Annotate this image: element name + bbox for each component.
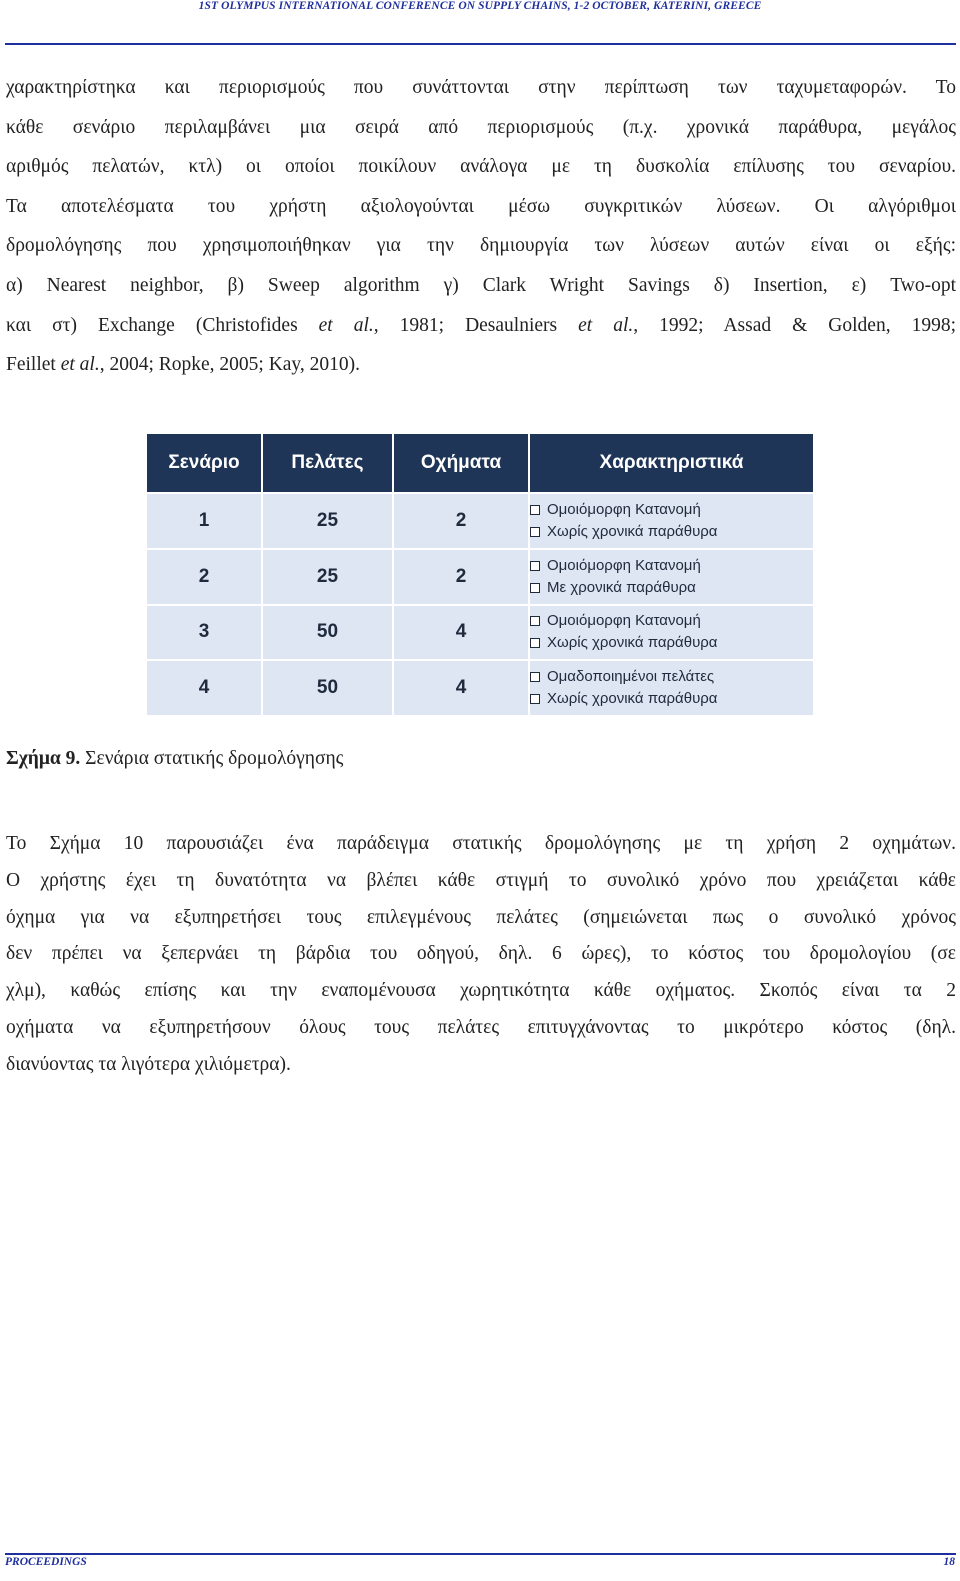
caption-label: Σχήμα 9. [6,748,81,769]
cell-features [529,549,813,605]
feature-item [530,555,813,577]
cell-customers: 50 [262,660,393,715]
text-segment: , 1981; Desaulniers [373,314,579,336]
header-divider [5,43,956,45]
cell-vehicles: 4 [393,605,529,661]
cell-features [529,605,813,661]
feature-text: Με χρονικά παράθυρα [547,578,696,596]
text-line: αριθμός πελατών, κτλ) οι οποίοι ποικίλουν ανάλογα με τη δυσκολία επίλυσης του σεναρίου. [6,156,956,178]
feature-text: Χωρίς χρονικά παράθυρα [547,634,718,652]
text-segment: , 1992; Assad & Golden, 1998; [633,314,956,336]
checkbox-icon [530,694,540,704]
et-al-italic: et al. [318,314,374,336]
column-header-features: Χαρακτηριστικά [529,434,813,493]
text-line: όχημα για να εξυπηρετήσει τους επιλεγμένους πελάτες (σημειώνεται πως ο συνολικό χρόνος [6,906,956,928]
cell-scenario: 1 [147,493,262,549]
cell-customers: 25 [262,493,393,549]
text-line: διανύοντας τα λιγότερα χιλιόμετρα). [6,1053,291,1075]
cell-scenario: 4 [147,660,262,715]
cell-vehicles: 2 [393,549,529,605]
table-row [147,549,813,605]
text-line: Ο χρήστης έχει τη δυνατότητα να βλέπει κάθε στιγμή το συνολικό χρόνο που χρειάζεται κάθε [6,869,956,891]
scenario-table [147,434,813,715]
column-header-customers: Πελάτες [262,434,393,493]
feature-text: Ομοιόμορφη Κατανομή [547,612,701,630]
cell-features [529,660,813,715]
et-al-italic: et al. [60,354,100,376]
text-line-citations [6,345,956,385]
text-line: χαρακτηρίστηκα και περιορισμούς που συνάττονται στην περίπτωση των ταχυμεταφορών. Το [6,77,956,98]
feature-text: Ομαδοποιημένοι πελάτες [547,668,715,686]
paragraph-figure10 [6,826,956,1084]
feature-text: Ομοιόμορφη Κατανομή [547,556,701,574]
caption-text: Σενάρια στατικής δρομολόγησης [80,748,344,769]
cell-features [529,493,813,549]
text-segment: και στ) Exchange (Christofides [6,314,319,336]
figure-caption [6,741,343,777]
checkbox-icon [530,616,540,626]
text-line-citations [6,306,956,346]
checkbox-icon [530,672,540,682]
checkbox-icon [530,561,540,571]
text-line: χλμ), καθώς επίσης και την εναπομένουσα χωρητικότητα κάθε οχήματος. Σκοπός είναι τα 2 [6,980,956,1002]
table-row [147,493,813,549]
feature-item [530,577,813,599]
text-line: Τα αποτελέσματα του χρήστη αξιολογούνται μέσω συγκριτικών λύσεων. Οι αλγόριθμοι [6,195,956,217]
checkbox-icon [530,583,540,593]
cell-vehicles: 2 [393,493,529,549]
text-line: α) Nearest neighbor, β) Sweep algorithm γ) Clark Wright Savings δ) Insertion, ε) Two-opt [6,274,956,296]
feature-item [530,632,813,654]
text-line: κάθε σενάριο περιλαμβάνει μια σειρά από περιορισμούς (π.χ. χρονικά παράθυρα, μεγάλος [6,116,956,138]
footer-proceedings: PROCEEDINGS [5,1556,87,1568]
checkbox-icon [530,638,540,648]
text-line: οχήματα να εξυπηρετήσουν όλους τους πελάτες επιτυγχάνοντας το μικρότερο κόστος (δηλ. [6,1016,956,1038]
scenario-figure [147,434,813,715]
text-line: δεν πρέπει να ξεπερνάει τη βάρδια του οδηγού, δηλ. 6 ώρες), το κόστος του δρομολογίου (σε [6,943,956,965]
cell-vehicles: 4 [393,660,529,715]
feature-item [530,521,813,543]
footer-divider [5,1553,956,1555]
text-line: δρομολόγησης που χρησιμοποιήθηκαν για την δημιουργία των λύσεων αυτών είναι οι εξής: [6,235,956,257]
text-segment: , 2004; Ropke, 2005; Kay, 2010). [99,354,361,376]
table-row [147,660,813,715]
text-segment: Feillet [6,354,61,376]
feature-text: Ομοιόμορφη Κατανομή [547,500,701,518]
page-number: 18 [943,1556,955,1568]
cell-scenario: 3 [147,605,262,661]
feature-item [530,688,813,710]
text-line: Το Σχήμα 10 παρουσιάζει ένα παράδειγμα στατικής δρομολόγησης με τη χρήση 2 οχημάτων. [6,833,956,854]
feature-item [530,499,813,521]
cell-scenario: 2 [147,549,262,605]
feature-item [530,610,813,632]
conference-header: 1ST OLYMPUS INTERNATIONAL CONFERENCE ON SUPPLY CHAINS, 1-2 OCTOBER, KATERINI, GREECE [198,0,762,12]
checkbox-icon [530,527,540,537]
et-al-italic: et al. [578,314,634,336]
checkbox-icon [530,505,540,515]
table-header-row [147,434,813,493]
cell-customers: 50 [262,605,393,661]
table-row [147,605,813,661]
column-header-scenario: Σενάριο [147,434,262,493]
feature-text: Χωρίς χρονικά παράθυρα [547,522,718,540]
cell-customers: 25 [262,549,393,605]
paragraph-intro [6,68,956,385]
feature-text: Χωρίς χρονικά παράθυρα [547,690,718,708]
feature-item [530,666,813,688]
column-header-vehicles: Οχήματα [393,434,529,493]
